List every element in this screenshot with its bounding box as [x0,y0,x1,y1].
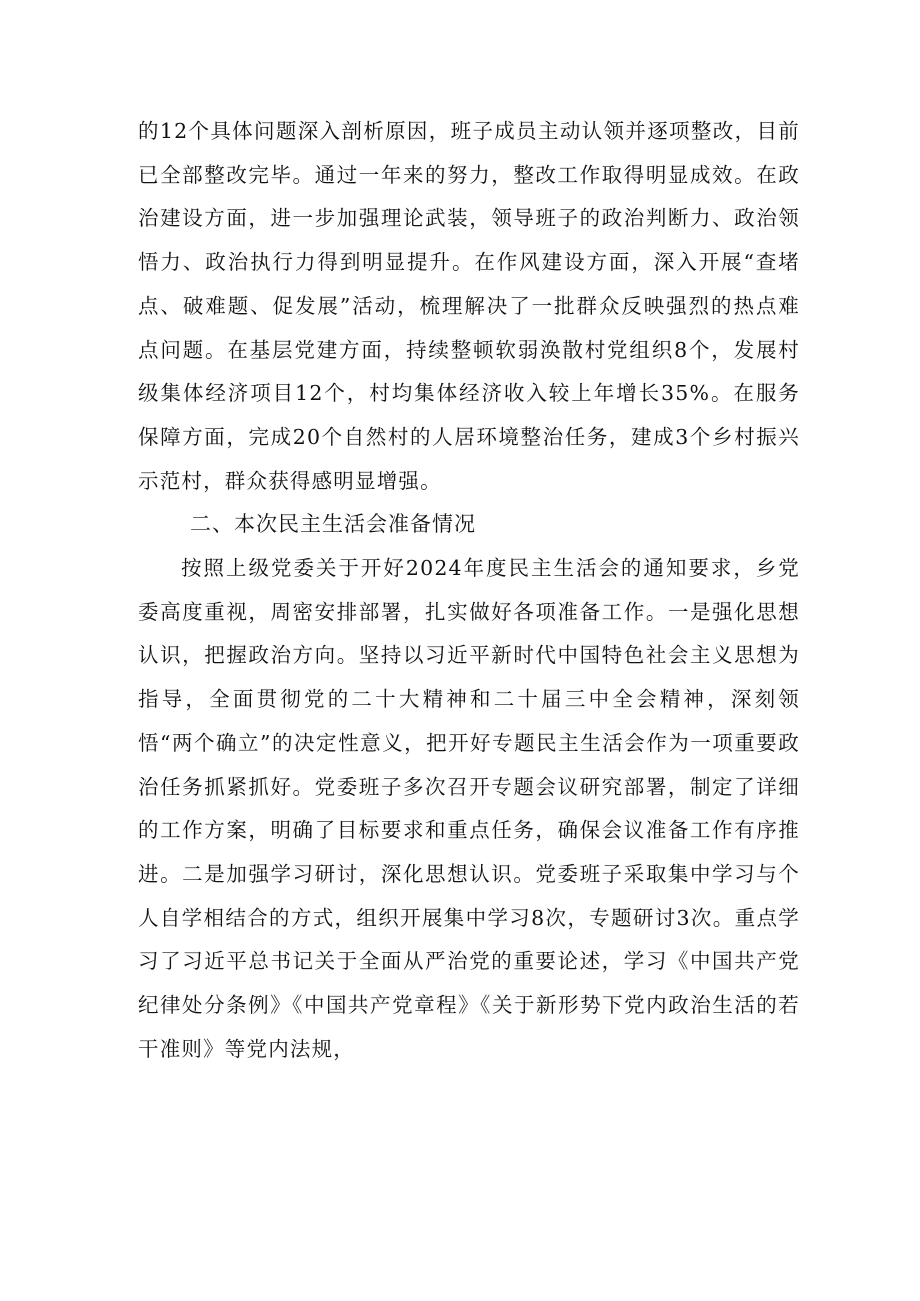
paragraph-rectification-results: 的12个具体问题深入剖析原因，班子成员主动认领并逐项整改，目前已全部整改完毕。通过一年来的努力，整改工作取得明显成效。在政治建设方面，进一步加强理论武装，领导班子的政治判断力、政治领悟力、政治执行力得到明显提升。在作风建设方面，深入开展“查堵点、破难题、促发展”活动，梳理解决了一批群众反映强烈的热点难点问题。在基层党建方面，持续整顿软弱涣散村党组织8个，发展村级集体经济项目12个，村均集体经济收入较上年增长35%。在服务保障方面，完成20个自然村的人居环境整治任务，建成3个乡村振兴示范村，群众获得感明显增强。 [138,119,800,493]
document-page [138,110,800,1071]
section-heading-preparation: 二、本次民主生活会准备情况 [190,512,476,537]
paragraph-preparation-details: 按照上级党委关于开好2024年度民主生活会的通知要求，乡党委高度重视，周密安排部署，扎实做好各项准备工作。一是强化思想认识，把握政治方向。坚持以习近平新时代中国特色社会主义思想为指导，全面贯彻党的二十大精神和二十届三中全会精神，深刻领悟“两个确立”的决定性意义，把开好专题民主生活会作为一项重要政治任务抓紧抓好。党委班子多次召开专题会议研究部署，制定了详细的工作方案，明确了目标要求和重点任务，确保会议准备工作有序推进。二是加强学习研讨，深化思想认识。党委班子采取集中学习与个人自学相结合的方式，组织开展集中学习8次，专题研讨3次。重点学习了习近平总书记关于全面从严治党的重要论述，学习《中国共产党纪律处分条例》《中国共产党章程》《关于新形势下党内政治生活的若干准则》等党内法规， [138,556,800,1061]
